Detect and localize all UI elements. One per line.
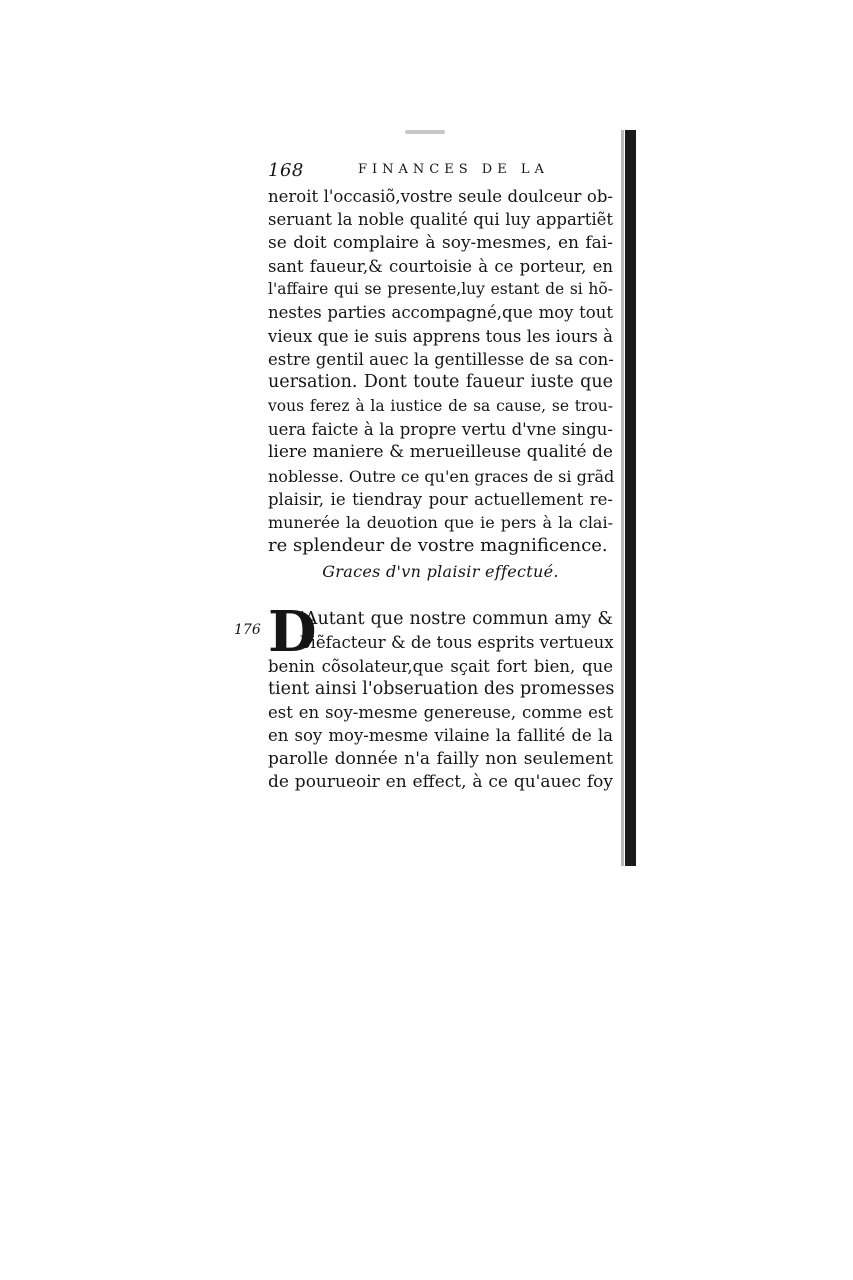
text-line: noblesse. Outre ce qu'en graces de si grãd xyxy=(268,466,615,486)
text-line: uera faicte à la propre vertu d'vne singu- xyxy=(268,419,613,439)
paragraph-1 xyxy=(268,185,613,558)
text-line: en soy moy-mesme vilaine la fallité de la xyxy=(268,726,613,746)
scan-smudge xyxy=(405,130,445,134)
text-line: benin cõsolateur,que sçait fort bien, que xyxy=(268,656,613,676)
text-line: estre gentil auec la gentillesse de sa con- xyxy=(268,350,614,370)
text-line: plaisir, ie tiendray pour actuellement re- xyxy=(268,489,613,509)
text-line: 'Autant que nostre commun amy & xyxy=(300,609,613,629)
text-line: parolle donnée n'a failly non seulement xyxy=(268,748,613,769)
page-gutter-edge xyxy=(625,130,636,866)
running-head xyxy=(268,160,613,182)
paragraph-2 xyxy=(268,608,613,794)
text-line: se doit complaire à soy-mesmes, en fai- xyxy=(268,232,613,253)
text-line: nestes parties accompagné,que moy tout xyxy=(268,303,613,323)
marginal-number: 176 xyxy=(234,622,261,638)
text-line: vous ferez à la iustice de sa cause, se trou- xyxy=(268,396,613,415)
text-line: tient ainsi l'obseruation des promesses xyxy=(268,678,615,699)
text-line: l'affaire qui se presente,luy estant de si hõ- xyxy=(268,280,613,299)
text-line: vieux que ie suis apprens tous les iours à xyxy=(268,326,613,346)
text-line: liere maniere & merueilleuse qualité de xyxy=(268,442,613,463)
page-number: 168 xyxy=(268,160,304,181)
text-line: biẽfacteur & de tous esprits vertueux xyxy=(300,633,614,653)
text-line: de pourueoir en effect, à ce qu'auec foy xyxy=(268,772,613,793)
drop-cap: D xyxy=(268,599,317,665)
text-line: uersation. Dont toute faueur iuste que xyxy=(268,372,613,393)
text-line: munerée la deuotion que ie pers à la clai- xyxy=(268,513,613,533)
section-heading: Graces d'vn plaisir effectué. xyxy=(322,562,559,581)
text-line: sant faueur,& courtoisie à ce porteur, en xyxy=(268,256,613,276)
text-line: est en soy-mesme genereuse, comme est xyxy=(268,703,613,723)
running-head-title: FINANCES DE LA xyxy=(358,162,549,177)
text-line: neroit l'occasiõ,vostre seule doulceur ob- xyxy=(268,187,613,206)
text-line: re splendeur de vostre magnificence. xyxy=(268,535,608,557)
text-line: seruant la noble qualité qui luy appartiẽt xyxy=(268,210,613,230)
